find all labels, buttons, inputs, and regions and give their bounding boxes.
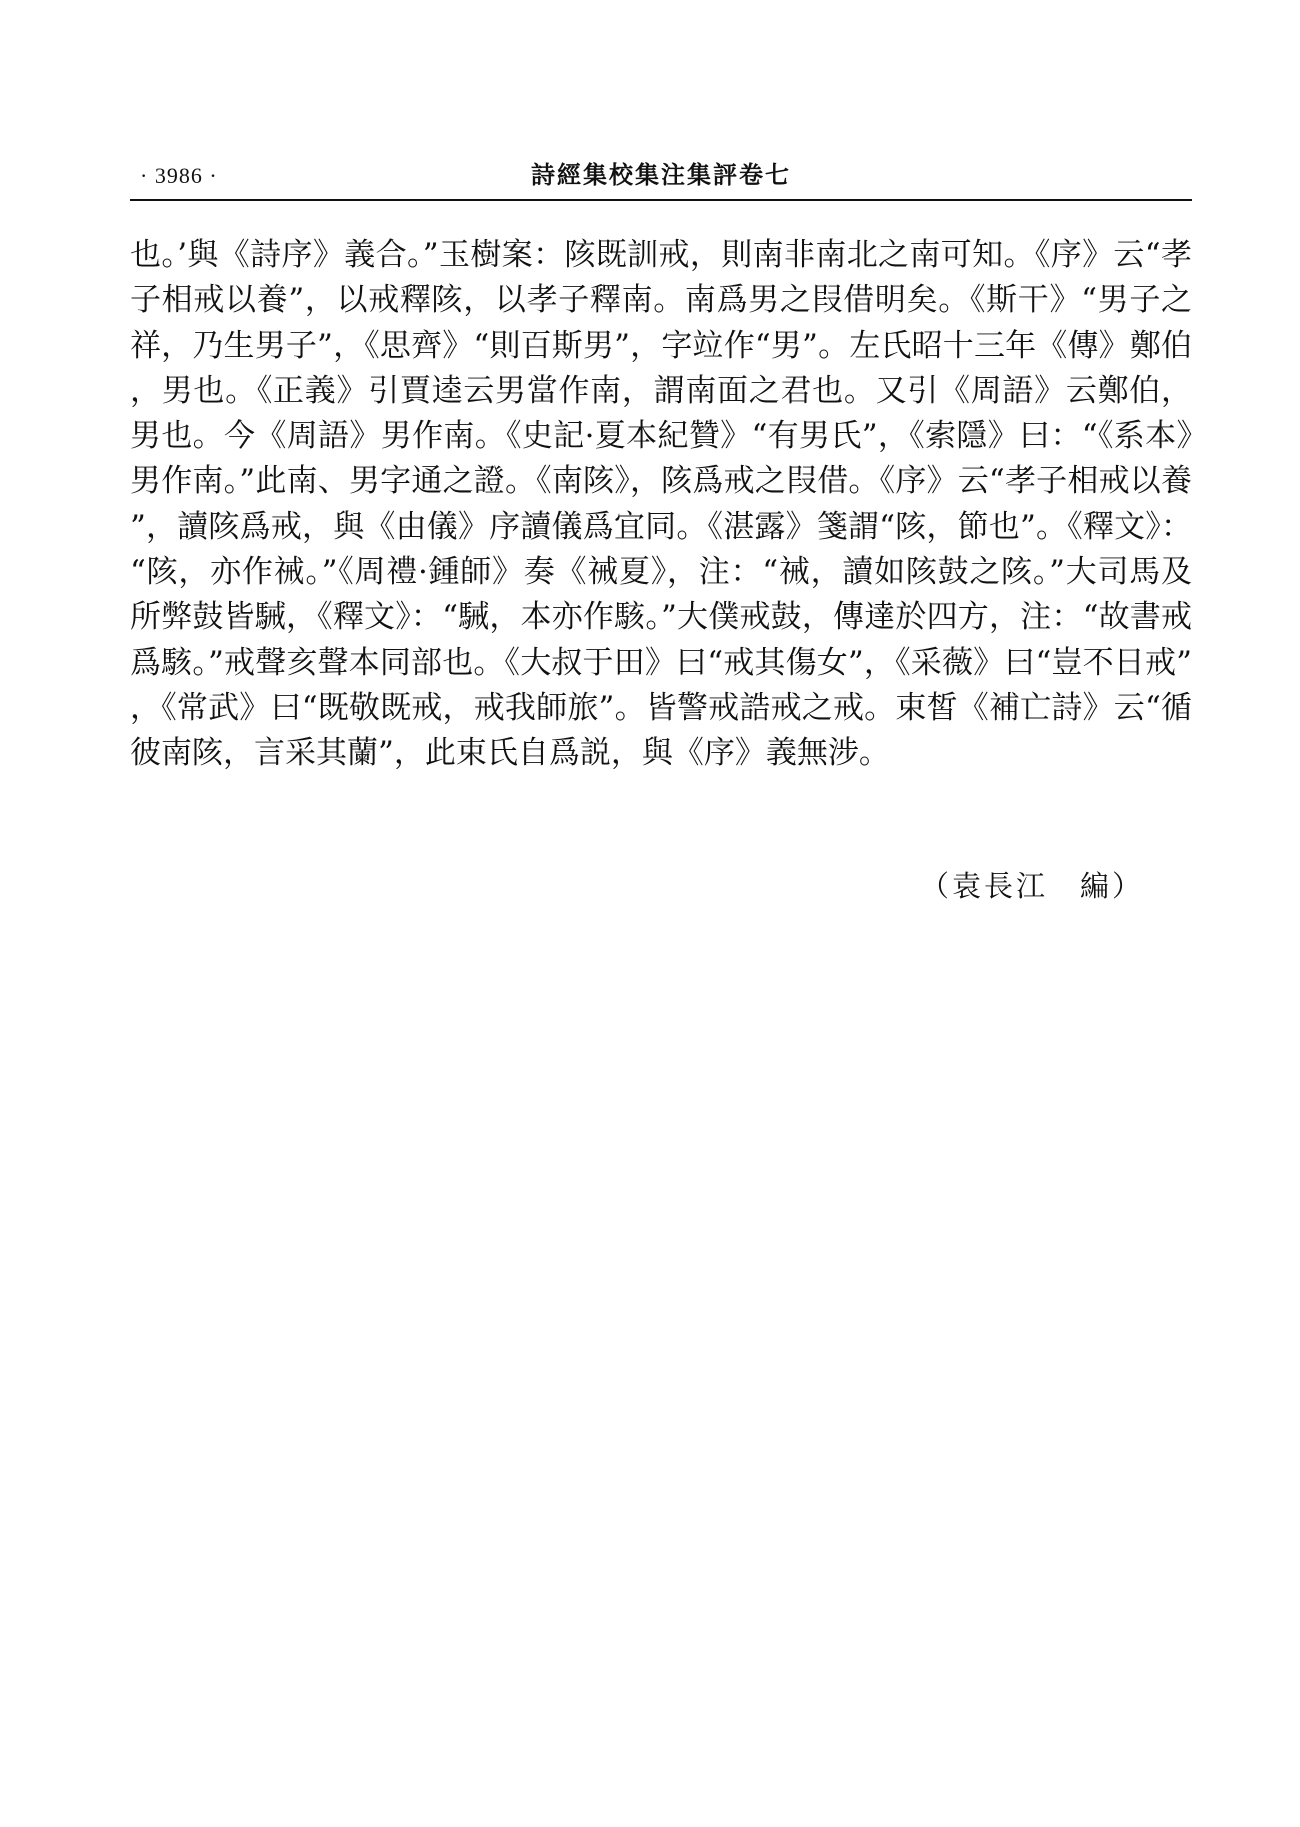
page-number: · 3986 · [140, 163, 218, 188]
header-rule [130, 199, 1192, 201]
body-text [130, 233, 1192, 777]
page-header [130, 158, 1192, 194]
running-title: 詩經集校集注集評卷七 [531, 160, 791, 189]
editor-attribution: （袁長江 編） [920, 869, 1145, 903]
body-paragraph: 也。’與《詩序》義合。”玉樹案：陔既訓戒，則南非南北之南可知。《序》云“孝子相戒以養”，以戒釋陔，以孝子釋南。南爲男之叚借明矣。《斯干》“男子之祥，乃生男子”，《思齊》“則百斯男”，字竝作“男”。左氏昭十三年《傳》鄭伯，男也。《正義》引賈逵云男當作南，謂南面之君也。又引《周語》云鄭伯，男也。今《周語》男作南。《史記·夏本紀贊》“有男氏”，《索隱》曰：“《系本》男作南。”此南、男字通之證。《南陔》，陔爲戒之叚借。《序》云“孝子相戒以養”，讀陔爲戒，與《由儀》序讀儀爲宜同。《湛露》箋謂“陔，節也”。《釋文》：“陔，亦作祴。”《周禮·鍾師》奏《祴夏》，注：“祴，讀如陔鼓之陔。”大司馬及所弊鼓皆駴，《釋文》：“駴，本亦作駭。”大僕戒鼓，傳達於四方，注：“故書戒爲駭。”戒聲亥聲本同部也。《大叔于田》曰“戒其傷女”，《采薇》曰“豈不日戒”，《常武》曰“既敬既戒，戒我師旅”。皆警戒誥戒之戒。束皙《補亡詩》云“循彼南陔，言采其蘭”，此束氏自爲説，與《序》義無涉。 [130, 237, 1192, 772]
